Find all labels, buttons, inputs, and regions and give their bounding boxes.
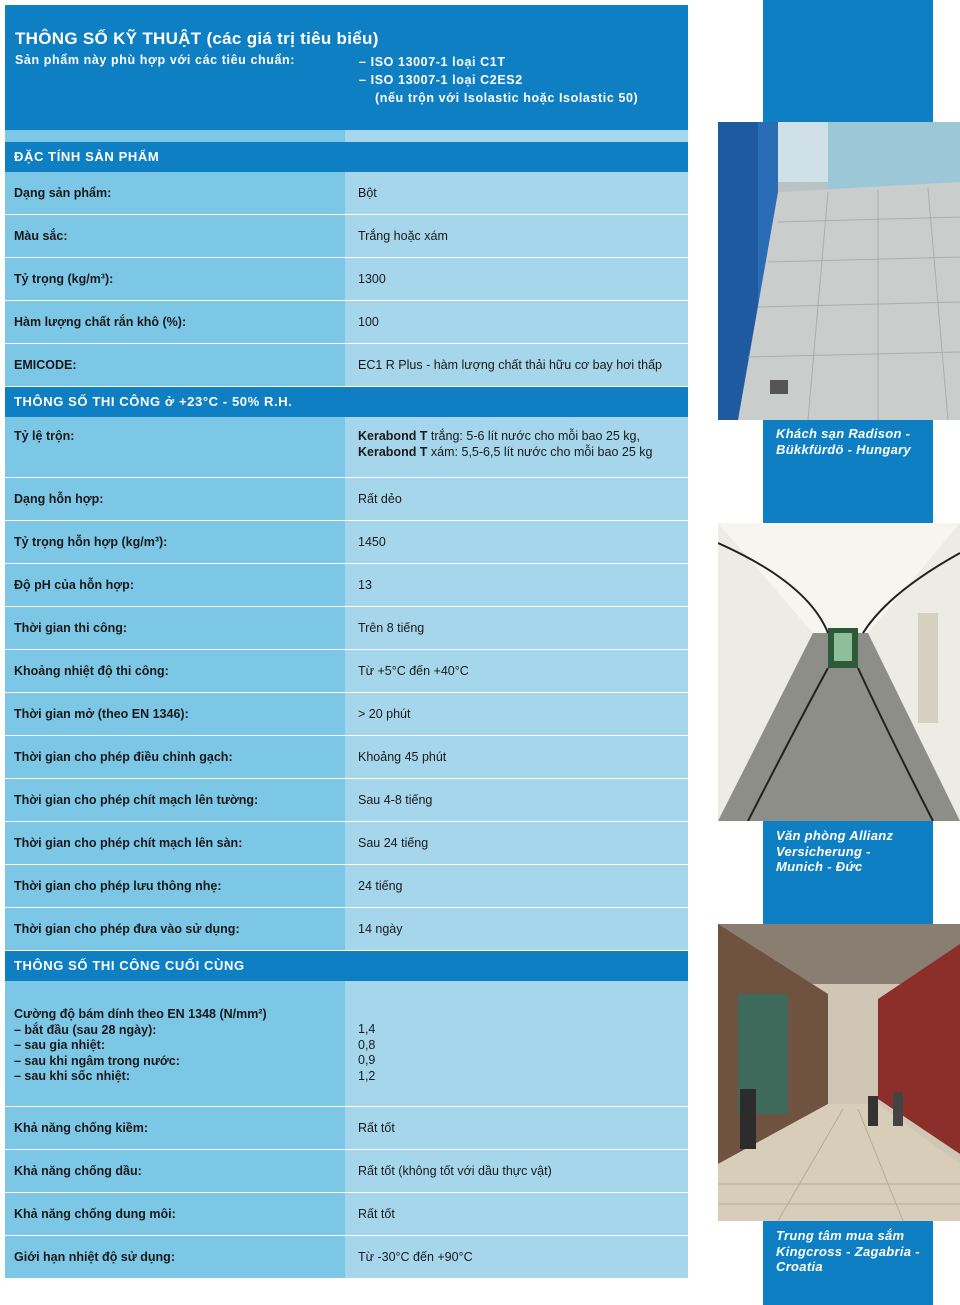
- row-value: 24 tiếng: [345, 865, 688, 907]
- mix-line-white: Kerabond T trắng: 5-6 lít nước cho mỗi bao 25 kg,: [358, 429, 640, 443]
- bond-item-label: – sau gia nhiệt:: [14, 1038, 105, 1052]
- row-label: Thời gian cho phép đưa vào sử dụng:: [5, 908, 345, 950]
- row-value: Sau 24 tiếng: [345, 822, 688, 864]
- row-value: Sau 4-8 tiếng: [345, 779, 688, 821]
- row-label: Màu sắc:: [5, 215, 345, 257]
- photo-office-corridor: [718, 523, 960, 821]
- table-row: [5, 215, 688, 258]
- row-value: 100: [345, 301, 688, 343]
- mix-ratio-value: [345, 417, 688, 477]
- bond-item-label: – sau khi sốc nhiệt:: [14, 1069, 131, 1083]
- row-value: Trên 8 tiếng: [345, 607, 688, 649]
- table-row: [5, 301, 688, 344]
- caption-mall: Trung tâm mua sắm Kingcross - Zagabria - Croatia: [776, 1228, 920, 1274]
- row-value: 1450: [345, 521, 688, 563]
- bond-heading: Cường độ bám dính theo EN 1348 (N/mm²): [14, 1007, 267, 1021]
- table-row: [5, 172, 688, 215]
- row-value: > 20 phút: [345, 693, 688, 735]
- row-value: EC1 R Plus - hàm lượng chất thải hữu cơ bay hơi thấp: [345, 344, 688, 386]
- table-row: [5, 779, 688, 822]
- standard-item: – ISO 13007-1 loại C2ES2: [359, 73, 523, 87]
- row-label: Thời gian mở (theo EN 1346):: [5, 693, 345, 735]
- row-value: Rất tốt (không tốt với dầu thực vật): [345, 1150, 688, 1192]
- table-row: [5, 478, 688, 521]
- mix-line-grey: Kerabond T xám: 5,5-6,5 lít nước cho mỗi bao 25 kg: [358, 444, 653, 459]
- table-row: [5, 981, 688, 1107]
- standard-note: (nếu trộn với Isolastic hoặc Isolastic 50): [375, 91, 639, 105]
- row-value: Rất dẻo: [345, 478, 688, 520]
- table-row: [5, 417, 688, 478]
- table-row: [5, 650, 688, 693]
- spec-table: [5, 130, 688, 1278]
- row-label: Thời gian cho phép chít mạch lên tường:: [5, 779, 345, 821]
- table-row: [5, 1107, 688, 1150]
- table-row: [5, 736, 688, 779]
- caption-hotel: Khách sạn Radison - Bükkfürdö - Hungary: [776, 426, 911, 457]
- photo-hotel-pool: [718, 122, 960, 420]
- row-label: Độ pH của hỗn hợp:: [5, 564, 345, 606]
- section-product-title: ĐẶC TÍNH SẢN PHẨM: [5, 130, 688, 172]
- row-value: Rất tốt: [345, 1107, 688, 1149]
- row-value: Trắng hoặc xám: [345, 215, 688, 257]
- page-title: THÔNG SỐ KỸ THUẬT (các giá trị tiêu biểu): [15, 29, 379, 48]
- row-label: Khả năng chống kiềm:: [5, 1107, 345, 1149]
- table-row: [5, 693, 688, 736]
- caption-office: Văn phòng Allianz Versicherung - Munich - Đức: [776, 828, 894, 874]
- row-value: 13: [345, 564, 688, 606]
- row-label: Tỷ trọng (kg/m³):: [5, 258, 345, 300]
- bond-strength-labels: [5, 981, 345, 1106]
- row-label: Giới hạn nhiệt độ sử dụng:: [5, 1236, 345, 1278]
- row-label: Dạng hỗn hợp:: [5, 478, 345, 520]
- row-value: Từ +5°C đến +40°C: [345, 650, 688, 692]
- standards-intro: Sản phẩm này phù hợp với các tiêu chuẩn:: [15, 53, 296, 67]
- standard-item: – ISO 13007-1 loại C1T: [359, 55, 506, 69]
- row-label: Tỷ trọng hỗn hợp (kg/m³):: [5, 521, 345, 563]
- row-label: Hàm lượng chất rắn khô (%):: [5, 301, 345, 343]
- section-application-title: THÔNG SỐ THI CÔNG ở +23°C - 50% R.H.: [5, 387, 688, 417]
- standards-list: [359, 53, 638, 107]
- row-value: 14 ngày: [345, 908, 688, 950]
- row-label: Khả năng chống dầu:: [5, 1150, 345, 1192]
- row-label: Khoảng nhiệt độ thi công:: [5, 650, 345, 692]
- spec-header: [5, 5, 688, 130]
- bond-strength-values: [345, 981, 688, 1106]
- bond-item-label: – sau khi ngâm trong nước:: [14, 1053, 180, 1068]
- bond-item-value: 1,4: [358, 1022, 376, 1036]
- section-final-title: THÔNG SỐ THI CÔNG CUỐI CÙNG: [5, 951, 688, 981]
- row-label: Tỷ lệ trộn:: [5, 417, 345, 477]
- table-row: [5, 865, 688, 908]
- table-row: [5, 258, 688, 301]
- row-value: Từ -30°C đến +90°C: [345, 1236, 688, 1278]
- table-row: [5, 822, 688, 865]
- table-row: [5, 521, 688, 564]
- photo-shopping-mall: [718, 924, 960, 1221]
- table-row: [5, 908, 688, 951]
- row-value: Rất tốt: [345, 1193, 688, 1235]
- bond-item-value: 0,9: [358, 1053, 376, 1067]
- bond-item-value: 1,2: [358, 1068, 376, 1083]
- row-label: Thời gian thi công:: [5, 607, 345, 649]
- table-row: [5, 1150, 688, 1193]
- bond-item-label: – bắt đầu (sau 28 ngày):: [14, 1022, 157, 1037]
- bond-item-value: 0,8: [358, 1037, 376, 1052]
- row-label: Thời gian cho phép chít mạch lên sàn:: [5, 822, 345, 864]
- table-row: [5, 1193, 688, 1236]
- row-label: EMICODE:: [5, 344, 345, 386]
- row-value: 1300: [345, 258, 688, 300]
- row-label: Dạng sản phẩm:: [5, 172, 345, 214]
- table-row: [5, 344, 688, 387]
- side-band: [763, 0, 933, 122]
- row-value: Khoảng 45 phút: [345, 736, 688, 778]
- row-label: Thời gian cho phép lưu thông nhẹ:: [5, 865, 345, 907]
- row-label: Thời gian cho phép điều chỉnh gạch:: [5, 736, 345, 778]
- table-row: [5, 1236, 688, 1278]
- table-row: [5, 607, 688, 650]
- table-row: [5, 564, 688, 607]
- row-label: Khả năng chống dung môi:: [5, 1193, 345, 1235]
- row-value: Bột: [345, 172, 688, 214]
